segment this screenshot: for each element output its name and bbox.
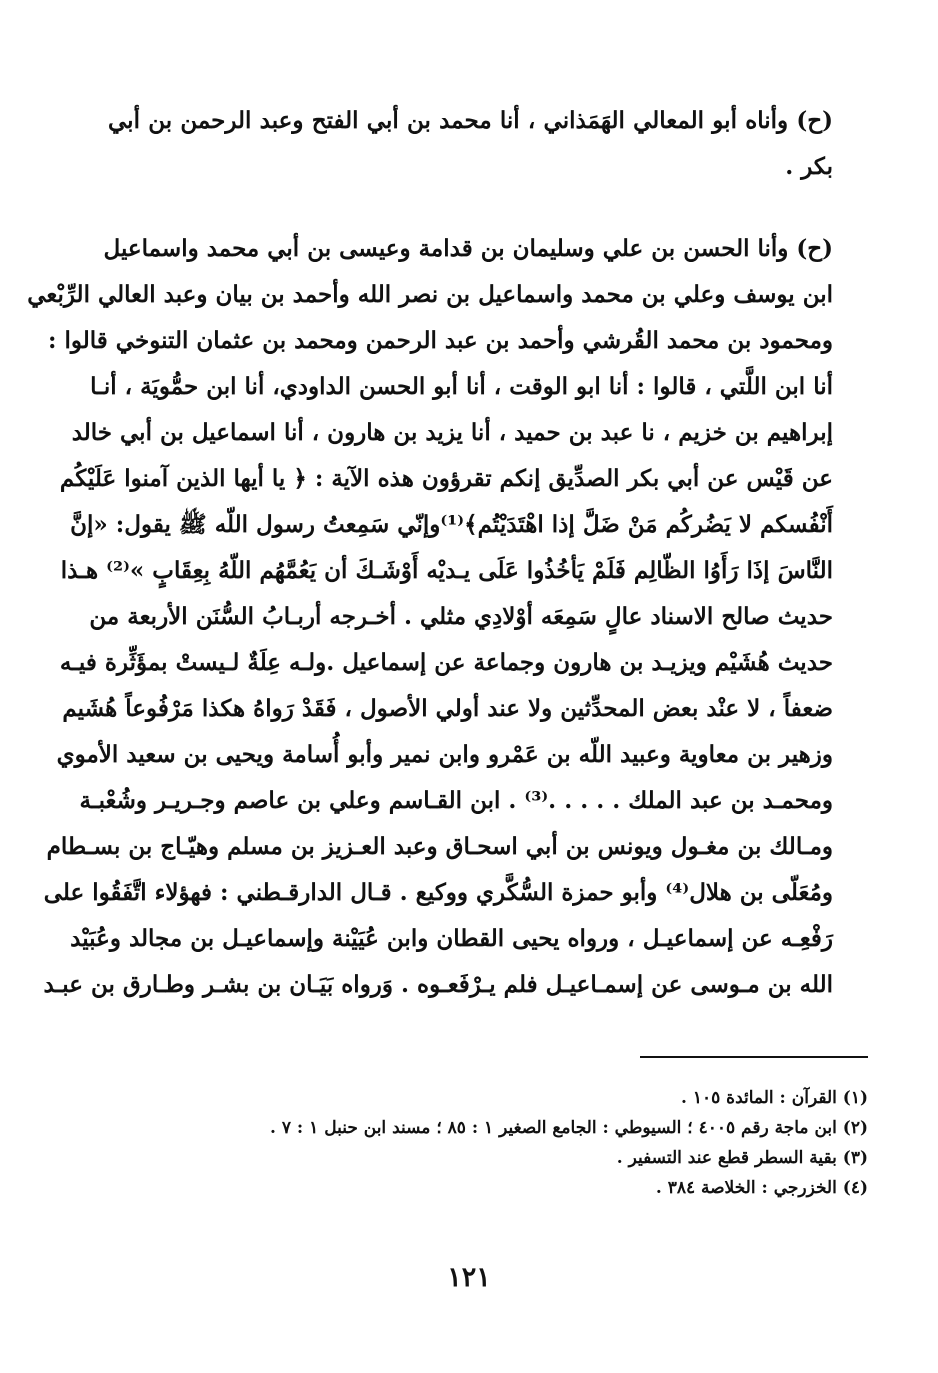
- page-number: ١٢١: [447, 1262, 491, 1293]
- text-line: حديث صالح الاسناد عالٍ سَمِعَه أوْلادِي مثلي . أخـرجه أربـابُ السُّنَن الأربعة من: [89, 603, 833, 630]
- text-line: ومـالك بن مغـول ويونس بن أبي اسحـاق وعبد العـزيز بن مسلم وهيّـاج بن بسـطام: [46, 833, 833, 860]
- text-line: أَنْفُسكم لا يَضُركُم مَنْ ضَلَّ إذا اهْتَدَيْتُم﴾⁽¹⁾وإنّي سَمِعتُ رسول اللّه ﷺ يقول: «إنَّ: [70, 511, 833, 538]
- text-line: النَّاسَ إذَا رَأَوُا الظّالِم فَلَمْ يَأخُذُوا عَلَى يـديْه أَوْشَـكَ أن يَعُمَّهُم اللّهُ بِعِقَابٍ »⁽²⁾ هـذا: [60, 557, 833, 584]
- text-line: وزهير بن معاوية وعبيد اللّه بن عَمْرو وابن نمير وأبو أُسامة ويحيى بن سعيد الأموي: [56, 741, 833, 768]
- footnotes: [260, 1083, 868, 1203]
- text-line: ومحمود بن محمد القُرشي وأحمد بن عبد الرحمن ومحمد بن عثمان التنوخي قالوا :: [48, 327, 833, 354]
- footnote-2: (٢) ابن ماجة رقم ٤٠٠٥ ؛ السيوطي : الجامع الصغير ١ : ٨٥ ؛ مسند ابن حنبل ١ : ٧ .: [270, 1118, 868, 1138]
- footnote-4: (٤) الخزرجي : الخلاصة ٣٨٤ .: [655, 1178, 868, 1198]
- text-line: بكر .: [785, 153, 833, 180]
- text-line: حديث هُشَيْم ويزيـد بن هارون وجماعة عن إسماعيل .ولـه عِلَةٌ لـيستْ بمؤَثِّرة فيـه: [59, 649, 833, 676]
- footnote-separator: [640, 1056, 868, 1058]
- text-line: ابن يوسف وعلي بن محمد واسماعيل بن نصر الله وأحمد بن بيان وعبد العالي الرِّبْعي: [27, 281, 833, 308]
- text-line: ومُعَلّى بن هلال⁽⁴⁾ وأبو حمزة السُّكَّري ووكيع . قـال الدارقـطني : فهؤلاء اتَّفَقُوا على: [43, 879, 833, 906]
- text-line: أنا ابن اللَّتي ، قالوا : أنا ابو الوقت ، أنا أبو الحسن الداودي، أنا ابن حمُّويَة ، أنـا: [90, 373, 833, 400]
- text-line: (ح) وأناه أبو المعالي الهَمَذاني ، أنا محمد بن أبي الفتح وعبد الرحمن بن أبي: [108, 107, 833, 134]
- text-line: ومحمـد بن عبد الملك . . . . .⁽³⁾ . ابن القـاسم وعلي بن عاصم وجـريـر وشُعْبـة: [79, 787, 833, 814]
- text-line: (ح) وأنا الحسن بن علي وسليمان بن قدامة وعيسى بن أبي محمد واسماعيل: [103, 235, 833, 262]
- text-line: رَفْعِـه عن إسماعيـل ، ورواه يحيى القطان وابن عُيَيْنة وإسماعيـل بن مجالد وعُبَيْد: [70, 925, 833, 952]
- text-line: الله بن مـوسى عن إسمـاعيـل فلم يـرْفَعـوه . وَرواه بَيَـان بن بشـر وطـارق بن عبـد: [43, 971, 833, 998]
- text-line: إبراهيم بن خزيم ، نا عبد بن حميد ، أنا يزيد بن هارون ، أنا اسماعيل بن أبي خالد: [71, 419, 833, 446]
- text-line: عن قَيْس عن أبي بكر الصدِّيق إنكم تقرؤون هذه الآية : ﴿ يا أيها الذين آمنوا عَلَيْكُم: [59, 465, 833, 492]
- text-line: ضعفاً ، لا عنْد بعض المحدِّثين ولا عند أولي الأصول ، فَقَدْ رَواهُ هكذا مَرْفُوعاً هُشَيم: [62, 695, 833, 722]
- footnote-3: (٣) بقية السطر قطع عند التسفير .: [616, 1148, 868, 1168]
- footnote-1: (١) القرآن : المائدة ١٠٥ .: [681, 1088, 868, 1108]
- paragraph-hamadhani-chain: [108, 98, 833, 190]
- paragraph-hadith-narration: [27, 226, 833, 1008]
